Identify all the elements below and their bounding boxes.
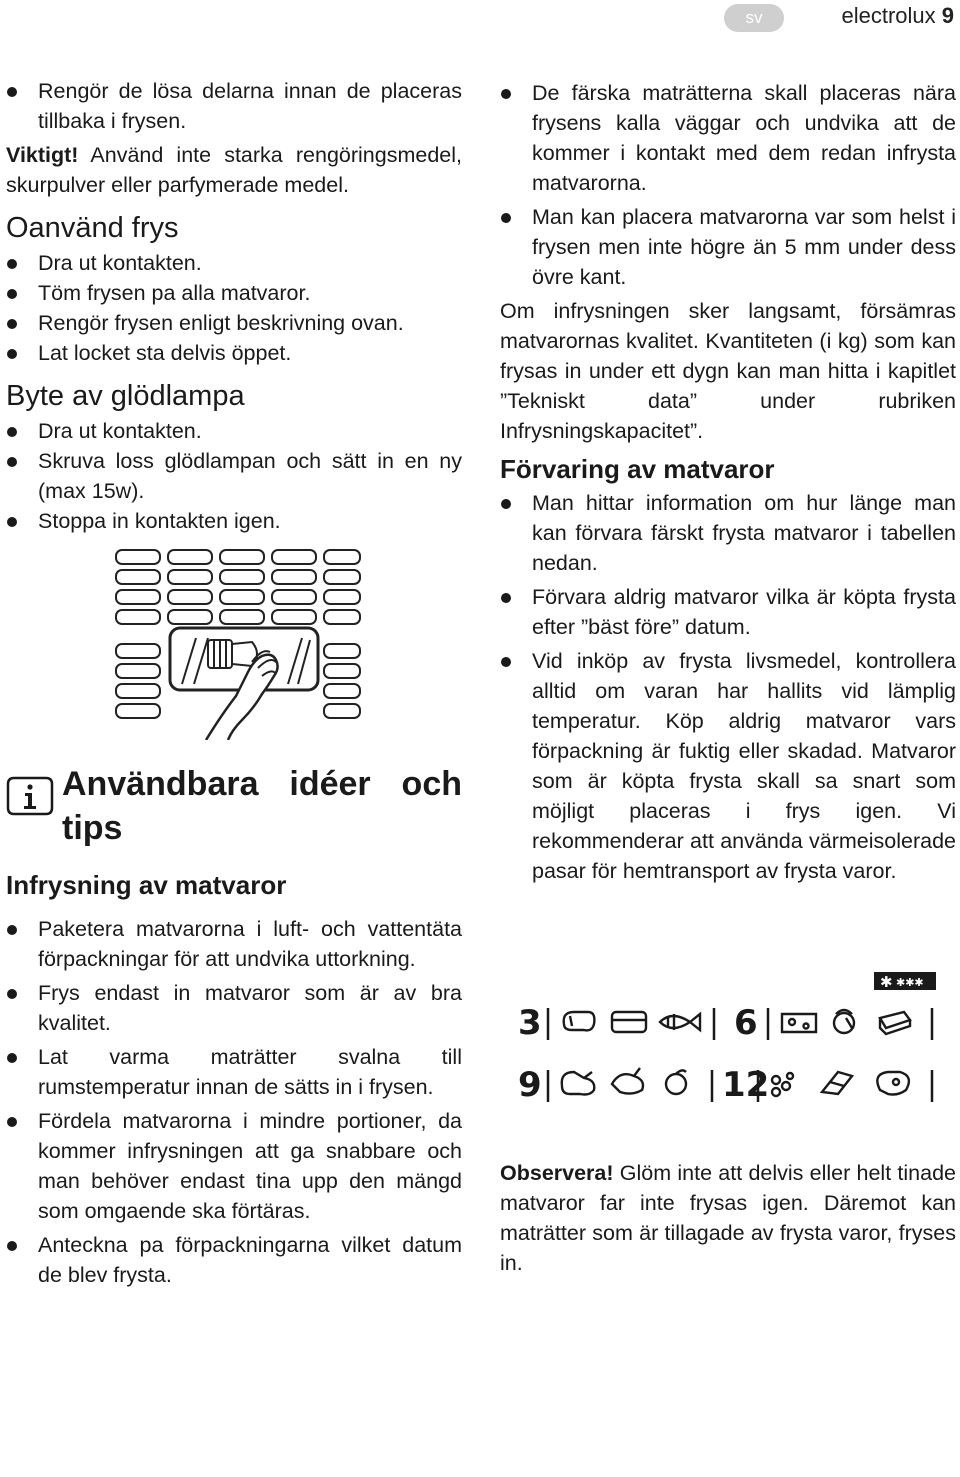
info-icon: [6, 776, 56, 816]
list-item: Anteckna pa förpackningarna vilket datum de blev frysta.: [6, 1230, 462, 1290]
fish-icon: [660, 1014, 700, 1030]
right-column: [500, 78, 956, 886]
pork-icon: [877, 1072, 909, 1095]
meat-icon: [822, 1072, 852, 1094]
sausage-icon: [564, 1012, 595, 1030]
months-label: 9: [518, 1065, 542, 1105]
cleaning-list: [6, 76, 462, 136]
observe-text: Glöm inte att delvis eller helt tinade matvaror far inte frysas igen. Däremot kan maträtter som är tillagade av frysta varor, fryses in.: [500, 1161, 956, 1275]
freezing-list: [6, 914, 462, 1290]
list-item: Rengör de lösa delarna innan de placeras tillbaka i frysen.: [6, 76, 462, 136]
tips-title-line-1: Användbara idéer och: [62, 765, 462, 803]
list-item: Lat varma maträtter svalna till rumstemperatur innan de sätts in i frysen.: [6, 1042, 462, 1102]
list-item: Vid inköp av frysta livsmedel, kontrollera alltid om varan har hallits vid lämplig temperatur. Köp aldrig matvaror vars förpackning är fuktig eller skadad. Matvaror som är köpta frysta skall sa snart som möjligt placeras i frys igen. Vi rekommenderar att använda värmeisolerade pasar för hemtransport av frysta varor.: [500, 646, 956, 886]
important-label: Viktigt!: [6, 143, 79, 167]
svg-text:✱✱✱: ✱✱✱: [896, 976, 924, 989]
freezer-star-rating: [874, 972, 936, 991]
list-item: Frys endast in matvaror som är av bra kvalitet.: [6, 978, 462, 1038]
section-title-freezing: Infrysning av matvaror: [6, 870, 287, 900]
berries-icon: [772, 1073, 793, 1096]
list-item: Man hittar information om hur länge man kan förvara färskt frysta matvaror i tabellen nedan.: [500, 488, 956, 578]
brand-and-page: [841, 3, 954, 29]
list-item: Dra ut kontakten.: [6, 416, 462, 446]
unused-list: [6, 248, 462, 368]
months-label: 12: [722, 1065, 770, 1105]
list-item: Rengör frysen enligt beskrivning ovan.: [6, 308, 462, 338]
section-title-unused: Oanvänd frys: [6, 212, 179, 244]
poultry-icon: [562, 1072, 595, 1095]
list-item: Fördela matvarorna i mindre portioner, da kommer infrysningen att ga snabbare och man behöver endast tina upp den mängd som omgaende ska förtäras.: [6, 1106, 462, 1226]
tips-heading: [6, 762, 462, 852]
svg-text:✱: ✱: [880, 973, 893, 991]
list-item: Paketera matvarorna i luft- och vattentäta förpackningar för att undvika uttorkning.: [6, 914, 462, 974]
fruit-icon: [666, 1070, 686, 1094]
placement-list: [500, 78, 956, 292]
list-item: De färska maträtterna skall placeras nära frysens kalla väggar och undvika att de kommer i kontakt med dem redan infrysta matvarorna.: [500, 78, 956, 198]
important-note: [6, 140, 462, 200]
section-title-storage: Förvaring av matvaror: [500, 454, 775, 484]
game-icon: [612, 1068, 643, 1094]
list-item: Skruva loss glödlampan och sätt in en ny (max 15w).: [6, 446, 462, 506]
bread-icon: [612, 1012, 646, 1032]
cheese-icon: [782, 1014, 816, 1032]
brand-name: electrolux: [841, 3, 936, 28]
tips-title-line-2: tips: [62, 809, 123, 847]
months-label: 3: [518, 1003, 542, 1043]
months-label: 6: [734, 1003, 758, 1043]
bulb-replacement-illustration: [112, 544, 366, 740]
page-number: 9: [941, 3, 954, 28]
storage-list: [500, 488, 956, 886]
observe-note: [500, 1158, 956, 1278]
observe-label: Observera!: [500, 1161, 614, 1185]
list-item: Man kan placera matvarorna var som helst i frysen men inte högre än 5 mm under dess övre kant.: [500, 202, 956, 292]
cake-icon: [880, 1012, 910, 1034]
page-header: [0, 0, 960, 40]
storage-time-table: [500, 968, 940, 1108]
list-item: Lat locket sta delvis öppet.: [6, 338, 462, 368]
light-bulb: [208, 640, 257, 668]
list-item: Töm frysen pa alla matvaror.: [6, 278, 462, 308]
section-title-bulb: Byte av glödlampa: [6, 380, 245, 412]
left-column: [6, 76, 462, 1290]
important-text: Använd inte starka rengöringsmedel, skurpulver eller parfymerade medel.: [6, 143, 462, 197]
language-badge: sv: [724, 4, 784, 32]
list-item: Förvara aldrig matvaror vilka är köpta frysta efter ”bäst före” datum.: [500, 582, 956, 642]
slow-freeze-paragraph: Om infrysningen sker langsamt, försämras matvarornas kvalitet. Kvantiteten (i kg) som kan frysas in under ett dygn kan man hitta i kapitlet ”Tekniskt data” under rubriken Infrysningskapacitet”.: [500, 299, 956, 443]
list-item: Stoppa in kontakten igen.: [6, 506, 462, 536]
list-item: Dra ut kontakten.: [6, 248, 462, 278]
bulb-list: [6, 416, 462, 536]
vegetables-icon: [834, 1010, 854, 1033]
